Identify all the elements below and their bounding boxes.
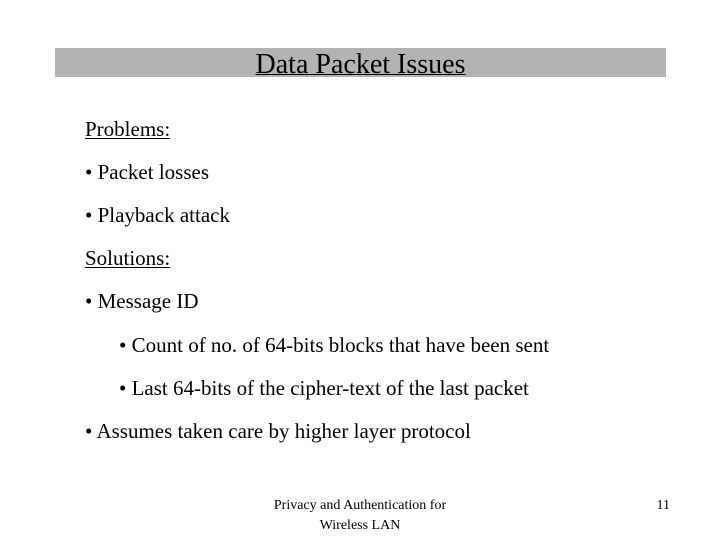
- footer-caption: [230, 496, 490, 536]
- title-bar: [55, 48, 666, 80]
- solution-subitem-cipher-text: • Last 64-bits of the cipher-text of the last packet: [119, 376, 529, 400]
- footer-caption-line-2: Wireless LAN: [319, 518, 401, 533]
- solution-item-higher-layer: • Assumes taken care by higher layer protocol: [85, 419, 471, 443]
- solution-item-message-id: • Message ID: [85, 289, 199, 313]
- problems-heading: Problems:: [85, 117, 171, 141]
- solution-subitem-block-count: • Count of no. of 64-bits blocks that have been sent: [119, 333, 550, 357]
- footer-caption-line-1: Privacy and Authentication for: [273, 498, 447, 513]
- slide-title: Data Packet Issues: [255, 49, 466, 80]
- page-number: 11: [656, 498, 670, 513]
- solutions-heading: Solutions:: [85, 246, 171, 270]
- problem-item-playback-attack: • Playback attack: [85, 203, 230, 227]
- problem-item-packet-losses: • Packet losses: [85, 160, 210, 184]
